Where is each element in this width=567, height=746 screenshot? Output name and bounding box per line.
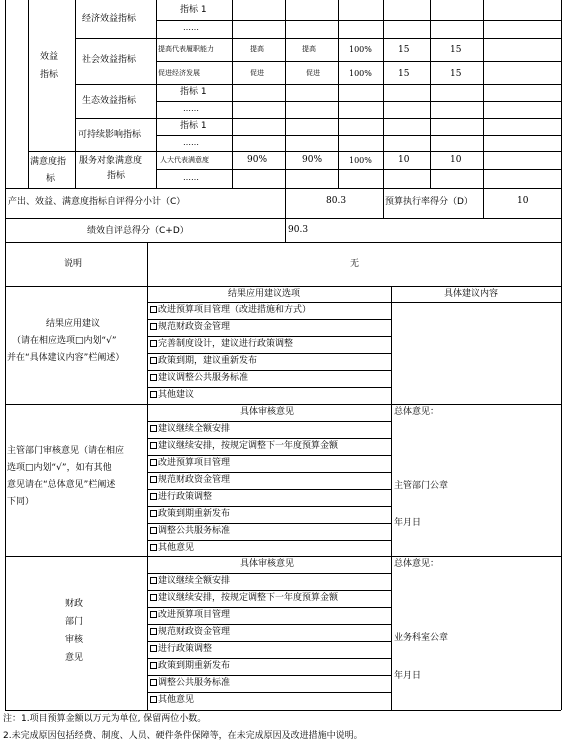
explanation-value: 无: [350, 259, 360, 269]
finance-option-checkbox[interactable]: 建议继续全额安排: [150, 577, 230, 586]
ecological-ellipsis: ……: [183, 104, 199, 113]
dept-seal: 主管部门公章: [394, 481, 449, 491]
social-indicator-label: 社会效益指标: [82, 55, 137, 65]
dept-review-header: 具体审核意见: [240, 407, 295, 417]
sustainable-indicator-1: 指标 1: [180, 121, 207, 131]
finance-option-checkbox[interactable]: 其他意见: [150, 696, 194, 705]
dept-option-checkbox[interactable]: 进行政策调整: [150, 493, 212, 502]
budget-execution-label: 预算执行率得分（D）: [385, 197, 473, 207]
finance-review-header: 具体审核意见: [240, 559, 295, 569]
result-option-checkbox[interactable]: 规范财政资金管理: [150, 323, 230, 332]
dept-option-checkbox[interactable]: 建议继续全额安排: [150, 425, 230, 434]
finance-seal: 业务科室公章: [394, 633, 449, 643]
result-option-checkbox[interactable]: 改进预算项目管理（改进措施和方式）: [150, 306, 311, 315]
dept-option-checkbox[interactable]: 政策到期重新发布: [150, 510, 230, 519]
total-score-value: 90.3: [288, 225, 309, 235]
subtotal-value: 80.3: [326, 196, 347, 206]
economic-indicator-1: 指标 1: [180, 5, 207, 15]
finance-date: 年月日: [394, 671, 422, 681]
finance-option-checkbox[interactable]: 进行政策调整: [150, 645, 212, 654]
finance-overall-opinion: 总体意见：: [394, 559, 440, 569]
subtotal-label: 产出、效益、满意度指标自评得分小计（C）: [8, 197, 186, 207]
ecological-indicator-label: 生态效益指标: [82, 96, 137, 106]
total-score-label: 绩效自评总得分（C+D）: [87, 226, 189, 236]
satisfaction-ellipsis: ……: [183, 173, 199, 182]
finance-option-checkbox[interactable]: 改进预算项目管理: [150, 611, 230, 620]
economic-ellipsis: ……: [183, 23, 199, 32]
dept-option-checkbox[interactable]: 其他意见: [150, 544, 194, 553]
finance-option-checkbox[interactable]: 调整公共服务标准: [150, 679, 230, 688]
result-option-checkbox[interactable]: 其他建议: [150, 391, 194, 400]
economic-indicator-label: 经济效益指标: [82, 14, 137, 24]
dept-option-checkbox[interactable]: 调整公共服务标准: [150, 527, 230, 536]
explanation-label: 说明: [64, 259, 83, 269]
ecological-indicator-1: 指标 1: [180, 87, 207, 97]
dept-option-checkbox[interactable]: 建议继续安排，按规定调整下一年度预算金额: [150, 442, 338, 451]
dept-option-checkbox[interactable]: 改进预算项目管理: [150, 459, 230, 468]
result-options-header: 结果应用建议选项: [228, 289, 301, 299]
note-line-1: 注：1.项目预算金额以万元为单位, 保留两位小数。: [3, 714, 207, 724]
budget-execution-value: 10: [517, 196, 529, 206]
result-content-header: 具体建议内容: [444, 289, 499, 299]
finance-option-checkbox[interactable]: 规范财政资金管理: [150, 628, 230, 637]
finance-option-checkbox[interactable]: 政策到期重新发布: [150, 662, 230, 671]
result-option-checkbox[interactable]: 建议调整公共服务标准: [150, 374, 248, 383]
result-option-checkbox[interactable]: 政策到期，建议重新发布: [150, 357, 257, 366]
dept-overall-opinion: 总体意见：: [394, 407, 440, 417]
finance-option-checkbox[interactable]: 建议继续安排，按规定调整下一年度预算金额: [150, 594, 338, 603]
note-line-2: 2.未完成原因包括经费、制度、人员、硬件条件保障等，在未完成原因及改进措施中说明。: [3, 731, 363, 741]
result-option-checkbox[interactable]: 完善制度设计，建议进行政策调整: [150, 340, 293, 349]
sustainable-ellipsis: ……: [183, 138, 199, 147]
sustainable-indicator-label: 可持续影响指标: [78, 130, 142, 140]
dept-option-checkbox[interactable]: 规范财政资金管理: [150, 476, 230, 485]
dept-date: 年月日: [394, 518, 422, 528]
